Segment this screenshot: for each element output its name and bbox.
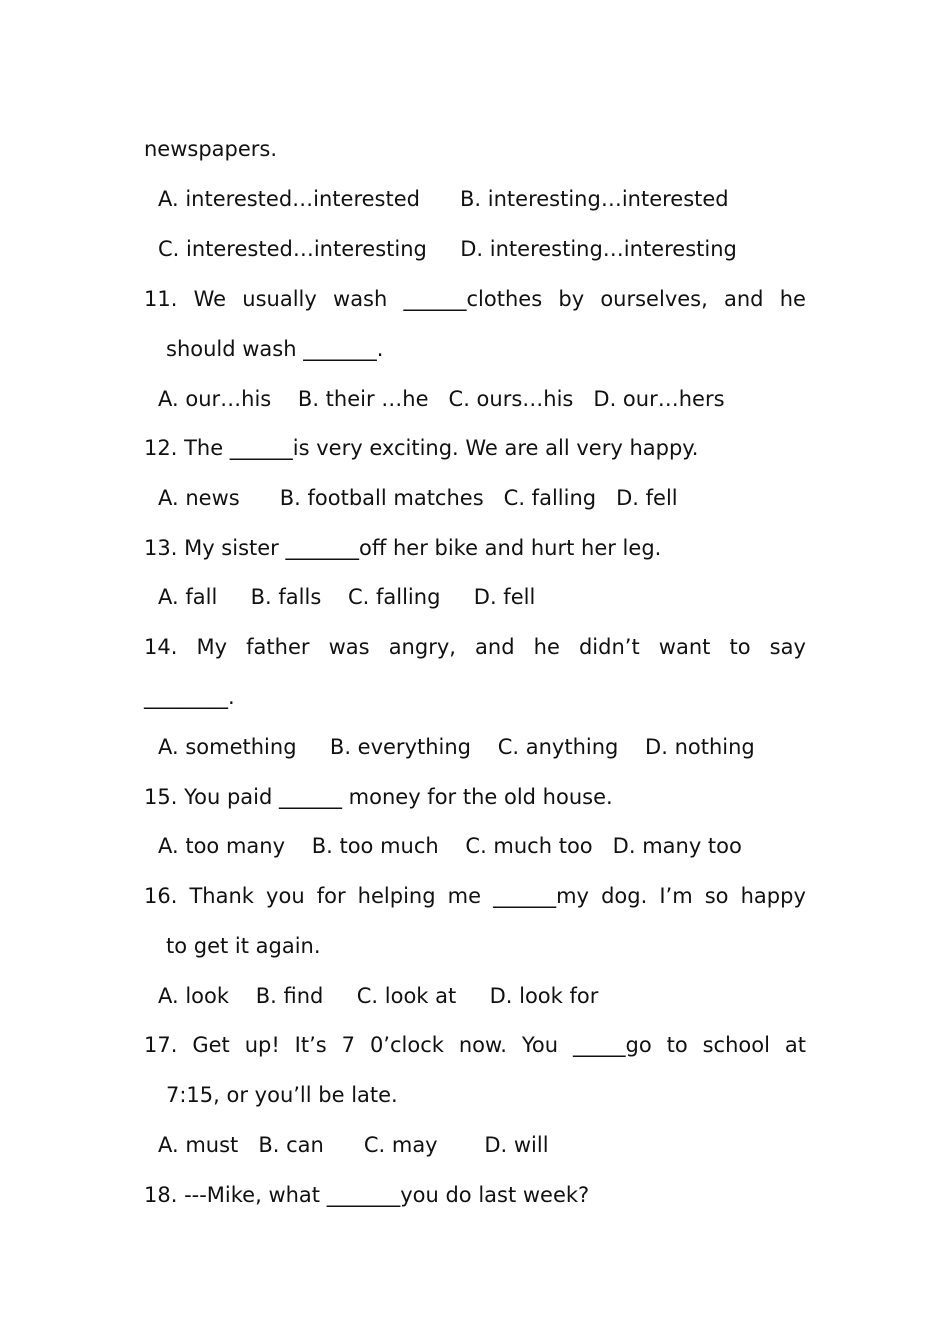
word: to (729, 635, 751, 659)
question-11-cont: should wash _______. (166, 337, 384, 361)
word: now. (458, 1033, 507, 1057)
word: so (704, 884, 729, 908)
word: me (447, 884, 482, 908)
q10-options-cd: C. interested…interesting D. interesting…interesting (158, 237, 737, 261)
question-12: 12. The ______is very exciting. We are all very happy. (144, 436, 699, 460)
word: 17. (144, 1033, 178, 1057)
word: wash (333, 287, 388, 311)
q10-options-ab: A. interested…interested B. interesting…interested (158, 187, 729, 211)
question-15: 15. You paid ______ money for the old house. (144, 785, 613, 809)
q13-options: A. fall B. falls C. falling D. fell (158, 585, 536, 609)
word: he (779, 287, 806, 311)
word: _____go (572, 1033, 652, 1057)
word: want (658, 635, 711, 659)
q11-options: A. our…his B. their …he C. ours…his D. our…hers (158, 387, 725, 411)
word: 0’clock (369, 1033, 444, 1057)
word: You (521, 1033, 559, 1057)
question-11 (144, 284, 806, 314)
word: to (666, 1033, 688, 1057)
word: We (193, 287, 227, 311)
word: didn’t (578, 635, 640, 659)
word: school (702, 1033, 770, 1057)
word: 7 (341, 1033, 356, 1057)
word: you (266, 884, 305, 908)
word: 16. (144, 884, 178, 908)
question-18: 18. ---Mike, what _______you do last week? (144, 1183, 590, 1207)
word: helping (357, 884, 436, 908)
q12-options: A. news B. football matches C. falling D. fell (158, 486, 678, 510)
word: he (533, 635, 560, 659)
word: Get (192, 1033, 230, 1057)
question-13: 13. My sister _______off her bike and hurt her leg. (144, 536, 662, 560)
word: and (475, 635, 515, 659)
word: father (246, 635, 310, 659)
word: It’s (294, 1033, 327, 1057)
q17-options: A. must B. can C. may D. will (158, 1133, 549, 1157)
q14-options: A. something B. everything C. anything D. nothing (158, 735, 755, 759)
word: up! (244, 1033, 280, 1057)
word: Thank (189, 884, 254, 908)
word: 11. (144, 287, 178, 311)
word: was (328, 635, 370, 659)
question-14 (144, 632, 806, 662)
question-16 (144, 881, 806, 911)
question-16-cont: to get it again. (166, 934, 321, 958)
word: 14. (144, 635, 178, 659)
word: dog. (601, 884, 648, 908)
word: angry, (388, 635, 456, 659)
word: ______my (493, 884, 589, 908)
q16-options: A. look B. find C. look at D. look for (158, 984, 599, 1008)
text-line-continuation: newspapers. (144, 137, 278, 161)
question-14-cont: ________. (144, 685, 235, 709)
word: usually (242, 287, 317, 311)
q15-options: A. too many B. too much C. much too D. many too (158, 834, 742, 858)
word: I’m (659, 884, 693, 908)
word: happy (740, 884, 806, 908)
word: at (784, 1033, 806, 1057)
question-17 (144, 1030, 806, 1060)
question-17-cont: 7:15, or you’ll be late. (166, 1083, 398, 1107)
word: for (316, 884, 346, 908)
word: ______clothes (403, 287, 543, 311)
word: and (723, 287, 764, 311)
word: say (769, 635, 806, 659)
word: by (558, 287, 585, 311)
word: ourselves, (600, 287, 708, 311)
word: My (196, 635, 228, 659)
